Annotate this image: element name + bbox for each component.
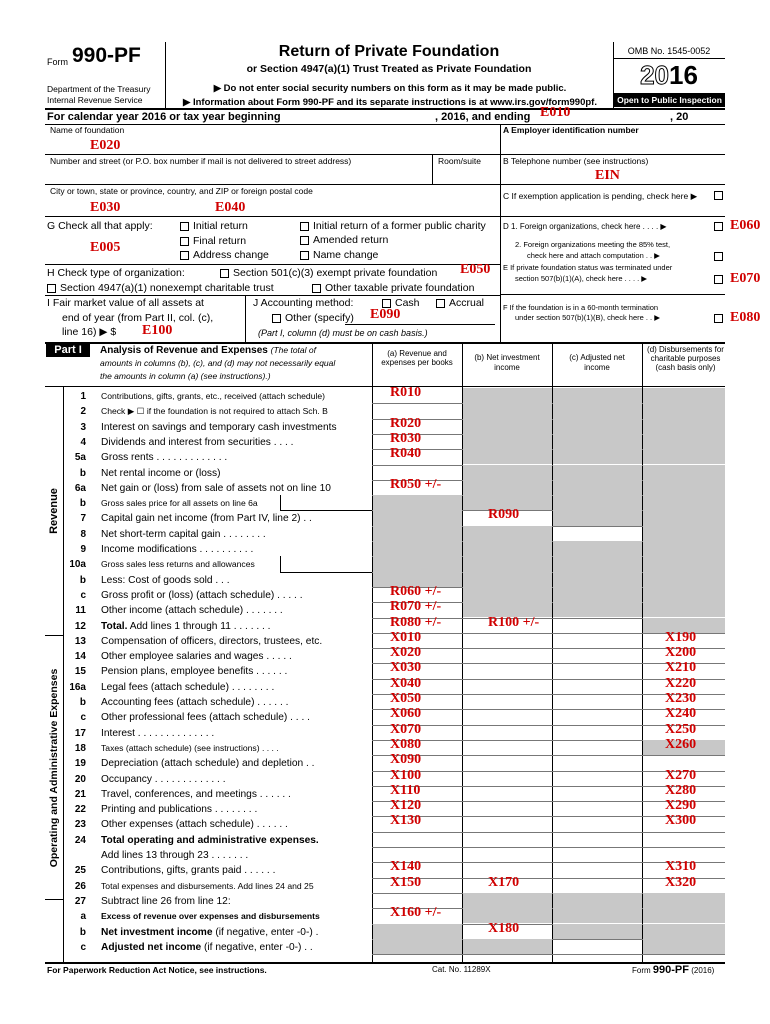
shaded-cell [463,403,552,418]
line-description: Legal fees (attach schedule) . . . . . . . . [101,681,275,693]
g-initial-return-label: Initial return [193,220,248,232]
line-d-value[interactable]: X270 [665,767,697,783]
tax-year [613,60,725,91]
shaded-cell [463,419,552,434]
line-description: Other professional fees (attach schedule) . . . . [101,712,310,724]
line-description: Dividends and interest from securities . . . . [101,436,294,448]
shaded-cell [553,495,642,510]
h-501c3-label: Section 501(c)(3) exempt private foundation [233,267,438,279]
line-number: 10a [69,559,86,571]
foreign-85-label-2: check here and attach computation . . ▶ [527,251,660,260]
line-description: Contributions, gifts, grants, etc., received (attach schedule) [101,391,326,401]
line-description: Total expenses and disbursements. Add lines 24 and 25 [101,880,314,891]
line-description: Net short-term capital gain . . . . . . . . [101,528,266,540]
g-initial-former-label: Initial return of a former public charity [313,220,486,232]
g-initial-former[interactable] [300,220,486,232]
g-amended-return-label: Amended return [313,234,389,246]
sub-entry-field[interactable] [280,556,373,572]
line-sub-letter: c [80,712,86,724]
dept-line-1: Department of the Treasury [47,84,151,94]
shaded-cell [643,388,725,403]
h-other-taxable[interactable] [312,282,474,294]
j-note: (Part I, column (d) must be on cash basis.) [258,328,428,338]
j-accrual-checkbox[interactable] [436,299,445,308]
line-number: 24 [74,834,86,846]
form-subtitle: or Section 4947(a)(1) Trust Treated as Private Foundation [246,63,532,75]
line-sub-letter: b [79,467,86,479]
h-501c3-checkbox[interactable] [220,269,229,278]
g-address-change-label: Address change [193,249,269,261]
part1-desc-2: amounts in columns (b), (c), and (d) may not necessarily equal [100,358,336,368]
line-b-value[interactable]: X180 [488,920,520,936]
col-c-header: (c) Adjusted net income [569,353,625,372]
line-description: Travel, conferences, and meetings . . . . . . [101,788,291,800]
i-line-2: end of year (from Part II, col. (c), [62,312,214,324]
shaded-cell [643,495,725,510]
shaded-cell [553,434,642,449]
tax-year-outline: 20 [640,60,669,90]
line-description: Income modifications . . . . . . . . . . [101,544,254,555]
shaded-cell [643,526,725,541]
shaded-cell [643,465,725,480]
line-number: 20 [74,773,86,785]
shaded-cell [643,924,725,939]
shaded-cell [463,893,552,908]
line-d-value[interactable]: X200 [665,645,697,661]
shaded-cell [463,388,552,403]
line-number: 5a [74,452,86,464]
shaded-cell [643,449,725,464]
sixty-month-label-2: under section 507(b)(1)(B), check here . . ▶ [515,313,660,322]
line-number: 6a [74,482,86,494]
line-description: Interest . . . . . . . . . . . . . . [101,727,215,739]
calendar-year-mid: , 2016, and ending [435,111,531,123]
line-a-value[interactable]: X110 [390,782,421,798]
line-description: Other expenses (attach schedule) . . . . . . [101,819,288,831]
line-description: Taxes (attach schedule) (see instructions) . . . . [101,742,279,753]
shaded-cell [463,556,552,571]
foreign-org-code[interactable]: E060 [730,218,761,233]
g-final-return-label: Final return [193,235,247,247]
h-501c3[interactable] [220,267,437,279]
foreign-org-label: D 1. Foreign organizations, check here . . . . ▶ [503,222,667,231]
line-d-value[interactable]: X210 [665,660,697,676]
foundation-name-code[interactable]: E020 [90,138,121,153]
line-description: Net investment income (if negative, enter -0-) . [101,926,319,938]
line-sub-letter: c [80,941,86,953]
i-code[interactable]: E100 [142,323,173,338]
j-label: J Accounting method: [253,297,354,309]
shaded-cell [643,419,725,434]
shaded-cell [463,572,552,587]
line-b-value[interactable]: X170 [488,874,520,890]
h-other-taxable-checkbox[interactable] [312,284,321,293]
shaded-cell [463,587,552,602]
line-a-value[interactable]: R080 +/- [390,614,442,630]
line-description: Total. Add lines 1 through 11 . . . . . . . [101,620,271,632]
line-a-value[interactable]: R020 [390,415,422,431]
shaded-cell [553,541,642,556]
notice-info: ▶ Information about Form 990-PF and its separate instructions is at www.irs.gov/form990pf. [183,97,597,108]
line-row [64,939,370,956]
line-a-value[interactable]: X010 [390,629,422,645]
shaded-cell [553,924,642,939]
shaded-cell [373,924,462,939]
shaded-cell [463,434,552,449]
shaded-cell [463,526,552,541]
line-a-value[interactable]: X070 [390,721,422,737]
row-rule [372,832,725,833]
line-description: Total operating and administrative expenses. [101,834,319,846]
row-rule [372,954,725,955]
shaded-cell [643,939,725,954]
j-accrual[interactable] [436,297,484,309]
part1-badge: Part I [46,343,90,357]
terminated-code[interactable]: E070 [730,271,761,286]
line-a-value[interactable]: R040 [390,446,422,462]
revenue-side-text: Revenue [48,487,60,534]
g-final-return[interactable] [180,235,246,247]
footer-form [632,964,714,976]
state-code[interactable]: E040 [215,200,246,215]
line-a-value[interactable]: X030 [390,660,422,676]
line-description: Excess of revenue over expenses and disbursements [101,911,320,922]
line-d-value[interactable]: X320 [665,874,697,890]
line-sub-letter: c [80,589,86,601]
shaded-cell [373,939,462,954]
ein-label: A Employer identification number [503,125,639,135]
line-number: 27 [74,895,86,907]
shaded-cell [643,893,725,908]
line-a-value[interactable]: X060 [390,706,422,722]
sixty-month-label-1: F If the foundation is in a 60-month termination [503,303,659,312]
line-number: 23 [74,819,86,831]
line-description: Add lines 13 through 23 . . . . . . . [101,850,249,861]
line-d-value[interactable]: X310 [665,859,697,875]
shaded-cell [553,465,642,480]
line-a-value[interactable]: X100 [390,767,422,783]
g-label: G Check all that apply: [47,220,153,232]
line-sub-letter: a [80,911,86,923]
line-number: 9 [80,544,86,555]
line-description: Occupancy . . . . . . . . . . . . . [101,773,226,785]
g-name-change-checkbox[interactable] [300,251,309,260]
g-initial-return-checkbox[interactable] [180,222,189,231]
line-description: Interest on savings and temporary cash investments [101,421,337,433]
calendar-code[interactable]: E010 [540,105,571,120]
sixty-month-code[interactable]: E080 [730,310,761,325]
j-other[interactable] [272,312,354,324]
part1-desc-1: (The total of [270,345,316,355]
line-description: Net gain or (loss) from sale of assets not on line 10 [101,482,331,494]
g-initial-former-checkbox[interactable] [300,222,309,231]
line-d-value[interactable]: X300 [665,813,697,829]
calendar-year-label: For calendar year 2016 or tax year beginning [47,111,281,123]
line-number: 7 [80,513,86,525]
row-rule [372,755,725,756]
terminated-label-2: section 507(b)(1)(A), check here . . . . ▶ [515,274,648,283]
line-description: Depreciation (attach schedule) and depletion . . [101,758,315,770]
line-d-value[interactable]: X220 [665,675,697,691]
line-b-value[interactable]: R090 [488,507,520,523]
line-a-value[interactable]: R030 [390,430,422,446]
line-description: Pension plans, employee benefits . . . . . . [101,666,288,678]
line-a-value[interactable]: X050 [390,691,422,706]
line-a-value[interactable]: X130 [390,813,422,829]
line-number: 15 [74,666,86,678]
line-description: Subtract line 26 from line 12: [101,895,231,907]
h-code[interactable]: E050 [460,262,491,277]
line-number: 26 [74,880,86,892]
line-number: 12 [74,620,86,632]
line-b-value[interactable]: R100 +/- [488,614,540,630]
line-number: 17 [74,727,86,739]
col-d-header: (d) Disbursements for charitable purposes (cash basis only) [647,345,724,372]
line-sub-letter: b [79,498,86,510]
line-number: 22 [74,804,86,816]
line-a-value[interactable]: X140 [390,859,422,875]
line-sub-letter: b [79,926,86,938]
shaded-cell [373,495,462,510]
line-number: 11 [75,605,86,617]
line-sub-letter: b [79,697,86,708]
telephone-label: B Telephone number (see instructions) [503,156,649,166]
line-d-value[interactable]: X260 [665,736,697,752]
g-code[interactable]: E005 [90,240,121,255]
expenses-side-label [45,636,63,899]
line-number: 13 [74,635,86,647]
shaded-cell [553,556,642,571]
line-description: Printing and publications . . . . . . . . [101,804,258,816]
shaded-cell [643,510,725,525]
h-label: H Check type of organization: [47,267,185,279]
footer-form-number: 990-PF [652,964,689,976]
shaded-cell [373,510,462,525]
part1-desc-3: the amounts in column (a) (see instructions).) [100,371,271,381]
line-number: 16a [69,681,86,693]
footer-paperwork: For Paperwork Reduction Act Notice, see instructions. [47,965,267,975]
shaded-cell [373,526,462,541]
line-d-value[interactable]: X190 [665,629,697,645]
g-name-change[interactable] [300,249,378,261]
line-a-value[interactable]: X090 [390,752,422,768]
shaded-cell [553,587,642,602]
line-description: Other employee salaries and wages . . . . . [101,651,292,663]
line-number: 14 [74,651,86,663]
g-address-change[interactable] [180,249,269,261]
line-number: 1 [80,391,86,402]
city-label: City or town, state or province, country, and ZIP or foreign postal code [50,186,313,196]
foreign-85-checkbox[interactable] [714,252,723,261]
line-description: Less: Cost of goods sold . . . [101,574,230,586]
line-description: Gross sales price for all assets on line 6a [101,498,258,509]
expenses-side-text: Operating and Administrative Expenses [48,668,60,867]
terminated-checkbox[interactable] [714,275,723,284]
sub-entry-field[interactable] [280,495,373,511]
exemption-pending-label: C If exemption application is pending, check here ▶ [503,191,698,201]
shaded-cell [553,572,642,587]
line-number: 8 [80,528,86,540]
line-description: Gross profit or (loss) (attach schedule) . . . . . [101,589,303,601]
shaded-cell [553,893,642,908]
g-final-return-checkbox[interactable] [180,237,189,246]
shaded-cell [643,556,725,571]
part1-title-text: Analysis of Revenue and Expenses [100,345,268,356]
line-description: Contributions, gifts, grants paid . . . . . . [101,865,276,877]
line-description: Net rental income or (loss) [101,467,221,479]
line-d-value[interactable]: X230 [665,691,697,706]
line-number: 4 [80,436,86,448]
line-number: 18 [74,742,86,754]
omb-number: OMB No. 1545-0052 [627,46,711,56]
line-d-value[interactable]: X240 [665,706,697,722]
line-description: Compensation of officers, directors, trustees, etc. [101,635,323,647]
open-public-inspection: Open to Public Inspection [614,93,725,107]
shaded-cell [643,403,725,418]
shaded-cell [463,449,552,464]
city-code[interactable]: E030 [90,200,121,215]
line-a-value[interactable]: X150 [390,874,422,890]
form-title: Return of Private Foundation [278,43,500,60]
foreign-85-label-1: 2. Foreign organizations meeting the 85% test, [515,240,671,249]
part1-title [100,345,316,356]
i-line-1: I Fair market value of all assets at [47,297,204,309]
shaded-cell [553,510,642,525]
exemption-pending-checkbox[interactable] [714,191,723,200]
room-suite-label: Room/suite [438,156,481,166]
line-description: Other income (attach schedule) . . . . . . . [101,605,283,617]
tax-year-bold: 16 [669,60,698,90]
i-line-3: line 16) ▶ $ [62,326,117,338]
line-a-value[interactable]: X080 [390,736,422,752]
row-rule [372,847,725,848]
terminated-label-1: E If private foundation status was terminated under [503,263,673,272]
shaded-cell [553,480,642,495]
j-accrual-label: Accrual [449,297,485,309]
shaded-cell [643,480,725,495]
h-4947[interactable] [47,282,274,294]
col-a-header: (a) Revenue and expenses per books [381,349,453,367]
line-number: 3 [80,421,86,433]
line-description: Capital gain net income (from Part IV, line 2) . . [101,513,312,525]
shaded-cell [643,434,725,449]
shaded-cell [643,908,725,923]
g-name-change-label: Name change [313,249,379,261]
street-label: Number and street (or P.O. box number if mail is not delivered to street address) [50,156,352,166]
j-other-checkbox[interactable] [272,314,281,323]
g-address-change-checkbox[interactable] [180,251,189,260]
line-a-value[interactable]: X040 [390,675,422,691]
dept-line-2: Internal Revenue Service [47,95,143,105]
h-4947-checkbox[interactable] [47,284,56,293]
sixty-month-checkbox[interactable] [714,314,723,323]
shaded-cell [463,480,552,495]
shaded-cell [553,388,642,403]
j-cash-label: Cash [395,297,420,309]
shaded-cell [553,419,642,434]
j-other-label: Other (specify) [285,312,354,324]
g-amended-return-checkbox[interactable] [300,236,309,245]
calendar-year-end: , 20 [670,111,689,123]
revenue-side-label [45,386,63,635]
line-description: Gross sales less returns and allowances [101,559,255,570]
shaded-cell [553,449,642,464]
line-description: Accounting fees (attach schedule) . . . . . . [101,697,289,708]
footer-cat-no: Cat. No. 11289X [432,965,491,974]
line-d-value[interactable]: X290 [665,798,697,814]
line-number: 21 [74,788,86,800]
foundation-name-label: Name of foundation [50,125,125,135]
g-amended-return[interactable] [300,234,388,246]
line-a-value[interactable]: X120 [390,798,422,814]
line-sub-letter: b [79,574,86,586]
line-a-value[interactable]: X020 [390,645,422,661]
shaded-cell [643,587,725,602]
line-a-value[interactable]: R050 +/- [390,476,442,492]
g-initial-return[interactable] [180,220,248,232]
shaded-cell [463,465,552,480]
col-b-header: (b) Net investment income [474,353,540,372]
shaded-cell [463,939,552,954]
shaded-cell [643,572,725,587]
line-a-value[interactable]: X160 +/- [390,905,442,921]
footer-form-year: (2016) [691,966,715,975]
form-number: 990-PF [72,44,141,67]
line-number: 25 [74,865,86,877]
foreign-org-checkbox[interactable] [714,222,723,231]
line-a-value[interactable]: R060 +/- [390,583,442,599]
line-number: 19 [74,758,86,770]
line-a-value[interactable]: R070 +/- [390,599,442,615]
line-number: 2 [80,406,86,418]
shaded-cell [553,403,642,418]
line-d-value[interactable]: X280 [665,782,697,798]
shaded-cell [463,541,552,556]
footer-form-word: Form [632,966,651,975]
shaded-cell [643,602,725,617]
line-d-value[interactable]: X250 [665,721,697,737]
shaded-cell [553,602,642,617]
line-a-value[interactable]: R010 [390,385,422,400]
ein-code[interactable]: EIN [595,168,620,183]
line-description: Gross rents . . . . . . . . . . . . . [101,452,228,464]
j-code[interactable]: E090 [370,307,401,322]
shaded-cell [553,908,642,923]
h-other-taxable-label: Other taxable private foundation [325,282,475,294]
form-word: Form [47,57,68,67]
h-4947-label: Section 4947(a)(1) nonexempt charitable trust [60,282,274,294]
line-description: Adjusted net income (if negative, enter -0-) . . [101,941,313,953]
shaded-cell [373,541,462,556]
shaded-cell [373,556,462,571]
notice-ssn: ▶ Do not enter social security numbers on this form as it may be made public. [213,83,567,94]
line-description: Check ▶ ☐ if the foundation is not required to attach Sch. B [101,406,328,417]
shaded-cell [643,541,725,556]
